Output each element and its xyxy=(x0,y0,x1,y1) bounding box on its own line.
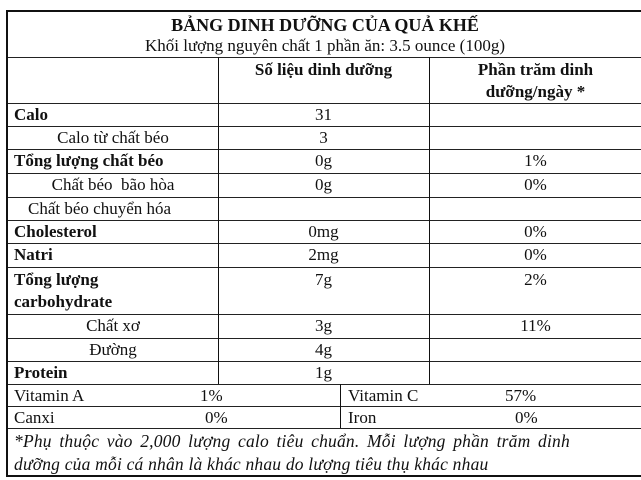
header-daily-value-line2: dưỡng/ngày * xyxy=(485,82,586,101)
row-amount-calories: 31 xyxy=(315,105,332,124)
row-label-trans-fat: Chất béo chuyển hóa xyxy=(28,199,172,218)
row-label-sodium: Natri xyxy=(14,245,53,264)
divider xyxy=(8,267,641,268)
footnote-line2: dưỡng của mỗi cá nhân là khác nhau do lượng tiêu thụ khác nhau xyxy=(14,454,489,474)
row-label-protein: Protein xyxy=(14,363,68,382)
row-label-sugar: Đường xyxy=(89,340,137,359)
footnote-line1: *Phụ thuộc vào 2,000 lượng calo tiêu chuẩn. Mỗi lượng phần trăm dinh xyxy=(14,431,570,451)
calcium-label: Canxi xyxy=(14,408,55,427)
row-dv-cholesterol: 0% xyxy=(524,222,547,241)
divider xyxy=(8,428,641,429)
row-label-calories-from-fat: Calo từ chất béo xyxy=(57,128,169,147)
row-amount-protein: 1g xyxy=(315,363,332,382)
serving-size: Khối lượng nguyên chất 1 phần ăn: 3.5 ounce (100g) xyxy=(144,36,505,55)
row-label-calories: Calo xyxy=(14,105,48,124)
row-dv-sodium: 0% xyxy=(524,245,547,264)
column-divider xyxy=(340,384,341,428)
divider xyxy=(8,57,641,58)
header-amount: Số liệu dinh dưỡng xyxy=(254,60,393,79)
row-amount-sugar: 4g xyxy=(315,340,332,359)
row-amount-fiber: 3g xyxy=(315,316,332,335)
divider xyxy=(8,406,641,407)
divider xyxy=(8,384,641,385)
vitamin-c-label: Vitamin C xyxy=(348,386,419,405)
row-amount-saturated-fat: 0g xyxy=(315,175,332,194)
row-label-cholesterol: Cholesterol xyxy=(14,222,97,241)
row-label-saturated-fat: Chất béo bão hòa xyxy=(51,175,175,194)
calcium-value: 0% xyxy=(205,408,228,427)
vitamin-c-value: 57% xyxy=(505,386,537,405)
header-daily-value-line1: Phần trăm dinh xyxy=(477,60,594,79)
row-amount-cholesterol: 0mg xyxy=(308,222,339,241)
vitamin-a-value: 1% xyxy=(200,386,223,405)
row-label-total-carbs-line1: Tổng lượng xyxy=(14,270,99,289)
row-dv-total-carbs: 2% xyxy=(524,270,547,289)
row-amount-calories-from-fat: 3 xyxy=(319,128,328,147)
table-title: BẢNG DINH DƯỠNG CỦA QUẢ KHẾ xyxy=(171,15,479,35)
row-dv-total-fat: 1% xyxy=(524,151,547,170)
row-label-total-fat: Tổng lượng chất béo xyxy=(14,151,164,170)
iron-label: Iron xyxy=(348,408,377,427)
row-dv-saturated-fat: 0% xyxy=(524,175,547,194)
row-dv-fiber: 11% xyxy=(520,316,551,335)
row-label-total-carbs-line2: carbohydrate xyxy=(14,292,113,311)
row-amount-total-fat: 0g xyxy=(315,151,332,170)
row-label-fiber: Chất xơ xyxy=(86,316,140,335)
nutrition-table xyxy=(6,10,641,477)
iron-value: 0% xyxy=(515,408,538,427)
vitamin-a-label: Vitamin A xyxy=(14,386,85,405)
row-amount-sodium: 2mg xyxy=(308,245,339,264)
row-amount-total-carbs: 7g xyxy=(315,270,332,289)
